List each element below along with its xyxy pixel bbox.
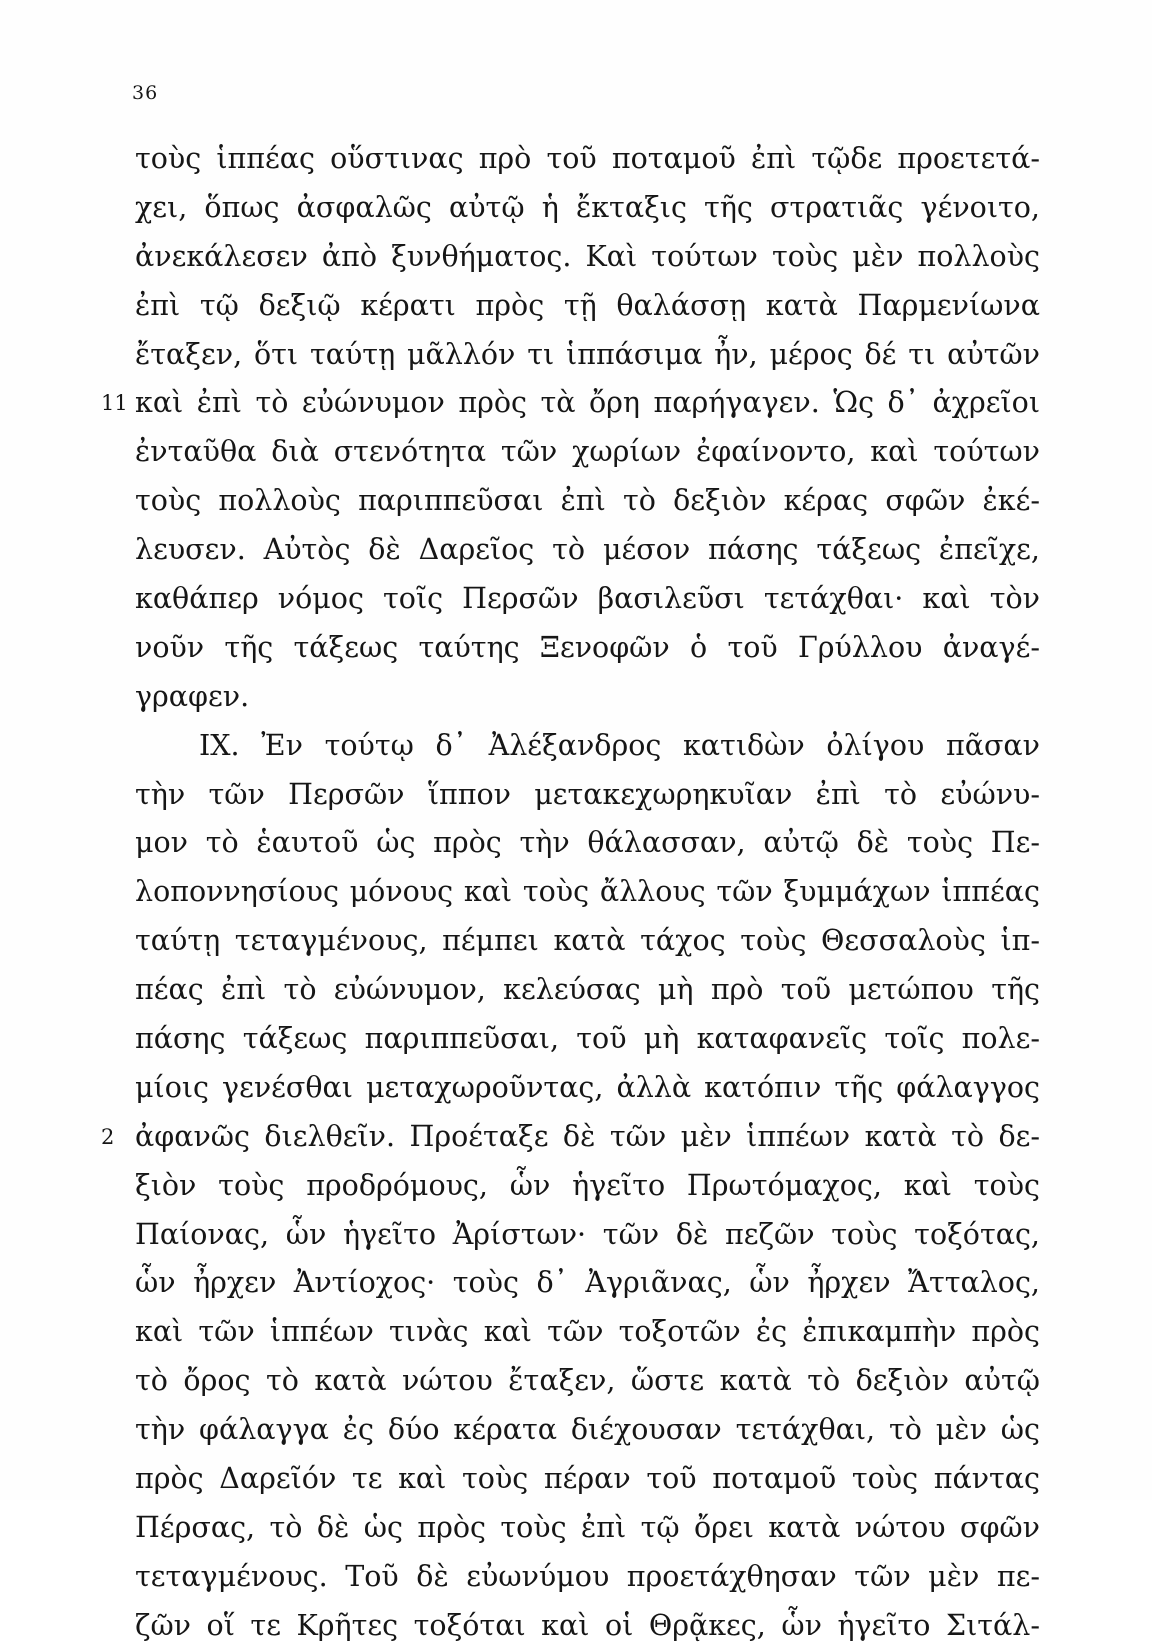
line-text: μον τὸ ἑαυτοῦ ὡς πρὸς τὴν θάλασσαν, αὐτῷ δὲ τοὺς Πε-	[135, 826, 1040, 860]
body-text	[101, 135, 1040, 1651]
section-number: 11	[101, 391, 128, 416]
line-text: ὧν ἦρχεν Ἀντίοχος· τοὺς δ᾽ Ἀγριᾶνας, ὧν ἦρχεν Ἄτταλος,	[135, 1266, 1040, 1300]
line-text: ἔταξεν, ὅτι ταύτῃ μᾶλλόν τι ἱππάσιμα ἦν, μέρος δέ τι αὐτῶν	[135, 337, 1040, 371]
text-line	[135, 1259, 1040, 1308]
line-text: λοποννησίους μόνους καὶ τοὺς ἄλλους τῶν ξυμμάχων ἱππέας	[135, 875, 1040, 909]
text-line	[135, 233, 1040, 282]
line-text: καθάπερ νόμος τοῖς Περσῶν βασιλεῦσι τετάχθαι· καὶ τὸν	[135, 582, 1040, 616]
text-line	[135, 1308, 1040, 1357]
line-text: ξιὸν τοὺς προδρόμους, ὧν ἡγεῖτο Πρωτόμαχος, καὶ τοὺς	[135, 1168, 1040, 1202]
text-line	[135, 1211, 1040, 1260]
line-text: πάσης τάξεως παριππεῦσαι, τοῦ μὴ καταφανεῖς τοῖς πολε-	[135, 1022, 1040, 1056]
line-text: καὶ ἐπὶ τὸ εὐώνυμον πρὸς τὰ ὄρη παρήγαγεν. Ὡς δ᾽ ἀχρεῖοι	[135, 386, 1040, 420]
text-line	[135, 184, 1040, 233]
line-text: ἐπὶ τῷ δεξιῷ κέρατι πρὸς τῇ θαλάσσῃ κατὰ Παρμενίωνα	[135, 288, 1040, 322]
line-text: νοῦν τῆς τάξεως ταύτης Ξενοφῶν ὁ τοῦ Γρύλλου ἀναγέ-	[135, 630, 1040, 664]
text-line	[135, 771, 1040, 820]
line-text: πρὸς Δαρεῖόν τε καὶ τοὺς πέραν τοῦ ποταμοῦ τοὺς πάντας	[135, 1462, 1040, 1496]
line-text: τὴν φάλαγγα ἐς δύο κέρατα διέχουσαν τετάχθαι, τὸ μὲν ὡς	[135, 1413, 1040, 1447]
text-line	[135, 1504, 1040, 1553]
line-text: ἐνταῦθα διὰ στενότητα τῶν χωρίων ἐφαίνοντο, καὶ τούτων	[135, 435, 1040, 469]
line-text: ζῶν οἵ τε Κρῆτες τοξόται καὶ οἱ Θρᾷκες, ὧν ἡγεῖτο Σιτάλ-	[135, 1608, 1040, 1642]
line-text: γραφεν.	[135, 679, 250, 713]
text-line	[135, 331, 1040, 380]
text-line	[101, 1113, 1040, 1162]
line-text: χει, ὅπως ἀσφαλῶς αὐτῷ ἡ ἔκταξις τῆς στρατιᾶς γένοιτο,	[135, 190, 1040, 224]
line-text: ἀφανῶς διελθεῖν. Προέταξε δὲ τῶν μὲν ἱππέων κατὰ τὸ δε-	[135, 1119, 1040, 1153]
line-text: τὸ ὄρος τὸ κατὰ νώτου ἔταξεν, ὥστε κατὰ τὸ δεξιὸν αὐτῷ	[135, 1364, 1040, 1398]
text-line	[135, 526, 1040, 575]
line-text: τοὺς πολλοὺς παριππεῦσαι ἐπὶ τὸ δεξιὸν κέρας σφῶν ἐκέ-	[135, 484, 1040, 518]
text-line	[135, 1553, 1040, 1602]
line-text: ἀνεκάλεσεν ἀπὸ ξυνθήματος. Καὶ τούτων τοὺς μὲν πολλοὺς	[135, 239, 1040, 273]
section-number: 2	[101, 1124, 115, 1149]
page-number: 36	[132, 82, 159, 104]
text-line	[135, 1162, 1040, 1211]
text-line	[135, 1357, 1040, 1406]
text-line	[135, 722, 1040, 771]
text-line	[135, 428, 1040, 477]
text-line	[135, 135, 1040, 184]
line-text: καὶ τῶν ἱππέων τινὰς καὶ τῶν τοξοτῶν ἐς ἐπικαμπὴν πρὸς	[135, 1315, 1040, 1349]
text-line	[135, 282, 1040, 331]
line-text: τὴν τῶν Περσῶν ἵππον μετακεχωρηκυῖαν ἐπὶ τὸ εὐώνυ-	[135, 777, 1040, 811]
text-line	[135, 575, 1040, 624]
text-line	[135, 1602, 1040, 1651]
text-line	[135, 819, 1040, 868]
line-text: πέας ἐπὶ τὸ εὐώνυμον, κελεύσας μὴ πρὸ τοῦ μετώπου τῆς	[135, 973, 1040, 1007]
text-line	[135, 917, 1040, 966]
text-line	[135, 1455, 1040, 1504]
text-line	[135, 624, 1040, 673]
text-line	[135, 1064, 1040, 1113]
text-line	[101, 379, 1040, 428]
line-text: Πέρσας, τὸ δὲ ὡς πρὸς τοὺς ἐπὶ τῷ ὄρει κατὰ νώτου σφῶν	[135, 1510, 1040, 1544]
text-line	[135, 966, 1040, 1015]
line-text: ταύτῃ τεταγμένους, πέμπει κατὰ τάχος τοὺς Θεσσαλοὺς ἱπ-	[135, 924, 1040, 958]
line-text: τοὺς ἱππέας οὕστινας πρὸ τοῦ ποταμοῦ ἐπὶ τῷδε προετετά-	[135, 142, 1040, 175]
line-text: μίοις γενέσθαι μεταχωροῦντας, ἀλλὰ κατόπιν τῆς φάλαγγος	[135, 1070, 1040, 1104]
line-text: Παίονας, ὧν ἡγεῖτο Ἀρίστων· τῶν δὲ πεζῶν τοὺς τοξότας,	[135, 1217, 1040, 1251]
text-line	[135, 1015, 1040, 1064]
text-line	[135, 673, 1040, 722]
line-text: τεταγμένους. Τοῦ δὲ εὐωνύμου προετάχθησαν τῶν μὲν πε-	[135, 1559, 1040, 1593]
text-line	[135, 868, 1040, 917]
text-line	[135, 477, 1040, 526]
text-line	[135, 1406, 1040, 1455]
line-text: λευσεν. Αὐτὸς δὲ Δαρεῖος τὸ μέσον πάσης τάξεως ἐπεῖχε,	[135, 533, 1040, 567]
line-text: IX. Ἐν τούτῳ δ᾽ Ἀλέξανδρος κατιδὼν ὀλίγου πᾶσαν	[199, 728, 1040, 762]
